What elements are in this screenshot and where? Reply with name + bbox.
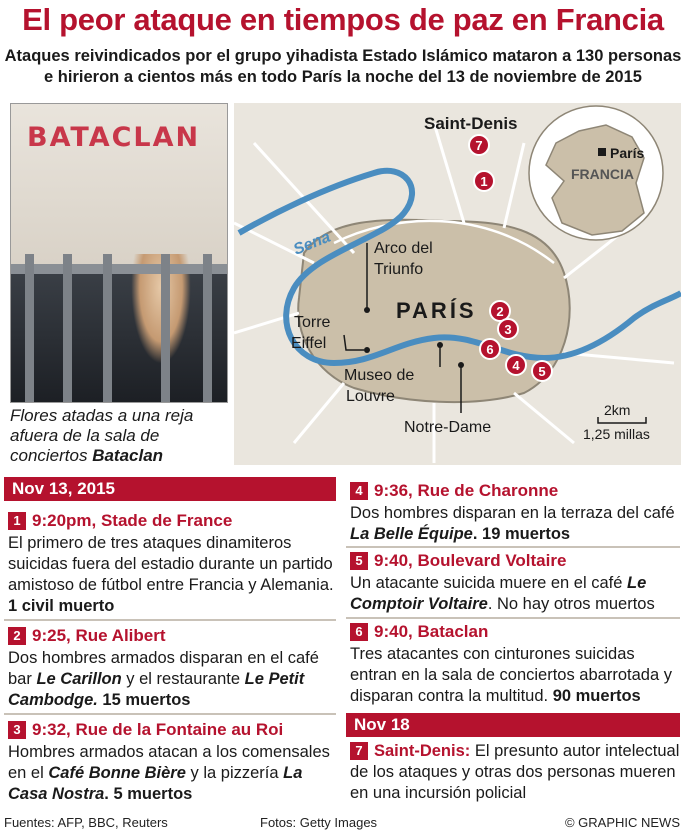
- caption-text: Flores atadas a una reja afuera de la sala de conciertos: [10, 406, 194, 465]
- subtitle-line-1: Ataques reivindicados por el grupo yihadista Estado Islámico mataron a 130 personas: [4, 47, 682, 65]
- photo-bar: [203, 254, 212, 403]
- entry-5: [350, 550, 680, 615]
- marker-4: [506, 355, 526, 375]
- scale-km: 2km: [604, 402, 631, 418]
- page-title: El peor ataque en tiempos de paz en Francia: [22, 2, 664, 37]
- entry-1: [8, 510, 334, 617]
- entry-7-text: El presunto autor intelectual de los ataques y otras dos personas mueren en una incursión policial: [350, 742, 680, 802]
- photo-caption: [10, 406, 232, 466]
- notre-dame-dot: [458, 362, 464, 368]
- marker-3: [498, 319, 518, 339]
- marker-6: [480, 339, 500, 359]
- entry-3-venue-2: La Casa Nostra: [8, 764, 303, 803]
- entry-2-number: 2: [8, 627, 26, 645]
- svg-text:4: 4: [512, 358, 520, 373]
- entry-7-number: 7: [350, 742, 368, 760]
- eiffel-label-1: Torre: [294, 314, 331, 331]
- entry-5-number: 5: [350, 552, 368, 570]
- entry-2-deaths: 15 muertos: [97, 691, 191, 709]
- entry-5-venue: Le Comptoir Voltaire: [350, 574, 647, 613]
- entry-6: [350, 621, 680, 707]
- marker-7: [469, 135, 489, 155]
- entry-4-deaths: . 19 muertos: [472, 525, 571, 543]
- entry-2-venue-1: Le Carillon: [36, 670, 122, 688]
- entry-7-heading: Saint-Denis:: [374, 742, 471, 760]
- photo-rail: [11, 264, 228, 274]
- entry-2-heading: 9:25, Rue Alibert: [32, 626, 166, 645]
- entry-5-text-2: . No hay otros muertos: [487, 595, 655, 613]
- divider: [346, 546, 680, 548]
- footer-credit: © GRAPHIC NEWS: [564, 815, 680, 830]
- photo-doorway: [11, 272, 228, 403]
- entry-1-heading: 9:20pm, Stade de France: [32, 511, 233, 530]
- entry-4-text: Dos hombres disparan en la terraza del café: [350, 504, 675, 522]
- entry-4: [350, 480, 680, 545]
- svg-text:3: 3: [504, 322, 512, 337]
- scale-miles: 1,25 millas: [583, 426, 650, 442]
- photo-bar: [103, 254, 112, 403]
- eiffel-label-2: Eiffel: [291, 335, 327, 352]
- entry-2-text-1: Dos hombres armados disparan en el café bar: [8, 649, 319, 688]
- photo-sign: BATACLAN: [27, 122, 201, 153]
- divider: [4, 713, 336, 715]
- inset-city-label: París: [610, 145, 645, 161]
- entry-5-text-1: Un atacante suicida muere en el café: [350, 574, 627, 592]
- svg-text:7: 7: [475, 138, 483, 153]
- louvre-dot: [437, 342, 443, 348]
- entry-3-text-2: y la pizzería: [185, 764, 284, 782]
- entry-1-number: 1: [8, 512, 26, 530]
- entry-3-text-1: Hombres armados atacan a los comensales en el: [8, 743, 330, 782]
- svg-text:2: 2: [496, 304, 504, 319]
- arc-label-1: Arco del: [374, 240, 433, 257]
- inset-country-label: FRANCIA: [571, 166, 634, 182]
- arc-label-2: Triunfo: [374, 261, 424, 278]
- photo-bar: [63, 254, 72, 403]
- entry-6-heading: 9:40, Bataclan: [374, 622, 489, 641]
- svg-text:1: 1: [480, 174, 488, 189]
- marker-5: [532, 361, 552, 381]
- paris-map: [234, 103, 681, 465]
- entry-5-heading: 9:40, Boulevard Voltaire: [374, 551, 567, 570]
- entry-6-text: Tres atacantes con cinturones suicidas entran en la sala de conciertos abarrotada y disparan contra la multitud.: [350, 645, 672, 705]
- date-bar-nov-18: Nov 18: [346, 713, 680, 737]
- entry-4-number: 4: [350, 482, 368, 500]
- entry-3: [8, 719, 334, 805]
- entry-2-venue-2: Le Petit Cambodge.: [8, 670, 305, 709]
- footer-sources: Fuentes: AFP, BBC, Reuters: [4, 815, 168, 830]
- entry-6-number: 6: [350, 623, 368, 641]
- entry-7: [350, 741, 680, 804]
- louvre-label-1: Museo de: [344, 367, 415, 384]
- inset-paris-marker: [598, 148, 606, 156]
- subtitle: [0, 46, 686, 88]
- entry-3-venue-1: Café Bonne Bière: [48, 764, 186, 782]
- entry-4-heading: 9:36, Rue de Charonne: [374, 481, 559, 500]
- caption-bold: Bataclan: [92, 446, 164, 465]
- entry-2-text-2: y el restaurante: [121, 670, 245, 688]
- bataclan-photo: [10, 103, 228, 403]
- notre-dame-label: Notre-Dame: [404, 419, 492, 436]
- divider: [4, 619, 336, 621]
- footer-photos: Fotos: Getty Images: [260, 815, 378, 830]
- river-label: Sena: [291, 228, 333, 259]
- entry-3-number: 3: [8, 721, 26, 739]
- date-bar-nov-13: Nov 13, 2015: [4, 477, 336, 501]
- entry-3-deaths: . 5 muertos: [104, 785, 193, 803]
- photo-bar: [25, 254, 34, 403]
- entry-4-venue: La Belle Équipe: [350, 525, 473, 543]
- city-label: PARÍS: [396, 298, 477, 323]
- entry-6-deaths: 90 muertos: [552, 687, 641, 705]
- louvre-label-2: Louvre: [346, 388, 395, 405]
- photo-bar: [161, 254, 170, 403]
- subtitle-line-2: e hirieron a cientos más en todo París la noche del 13 de noviembre de 2015: [44, 68, 642, 86]
- svg-text:6: 6: [486, 342, 494, 357]
- marker-2: [490, 301, 510, 321]
- svg-text:5: 5: [538, 364, 546, 379]
- arc-dot: [364, 307, 370, 313]
- divider: [346, 617, 680, 619]
- saint-denis-label: Saint-Denis: [424, 114, 518, 133]
- entry-3-heading: 9:32, Rue de la Fontaine au Roi: [32, 720, 284, 739]
- entry-1-text: El primero de tres ataques dinamiteros suicidas fuera del estadio durante un partido amistoso de fútbol entre Francia y Alemania.: [8, 534, 334, 594]
- entry-1-deaths: 1 civil muerto: [8, 597, 115, 615]
- eiffel-dot: [364, 347, 370, 353]
- marker-1: [474, 171, 494, 191]
- entry-2: [8, 625, 334, 711]
